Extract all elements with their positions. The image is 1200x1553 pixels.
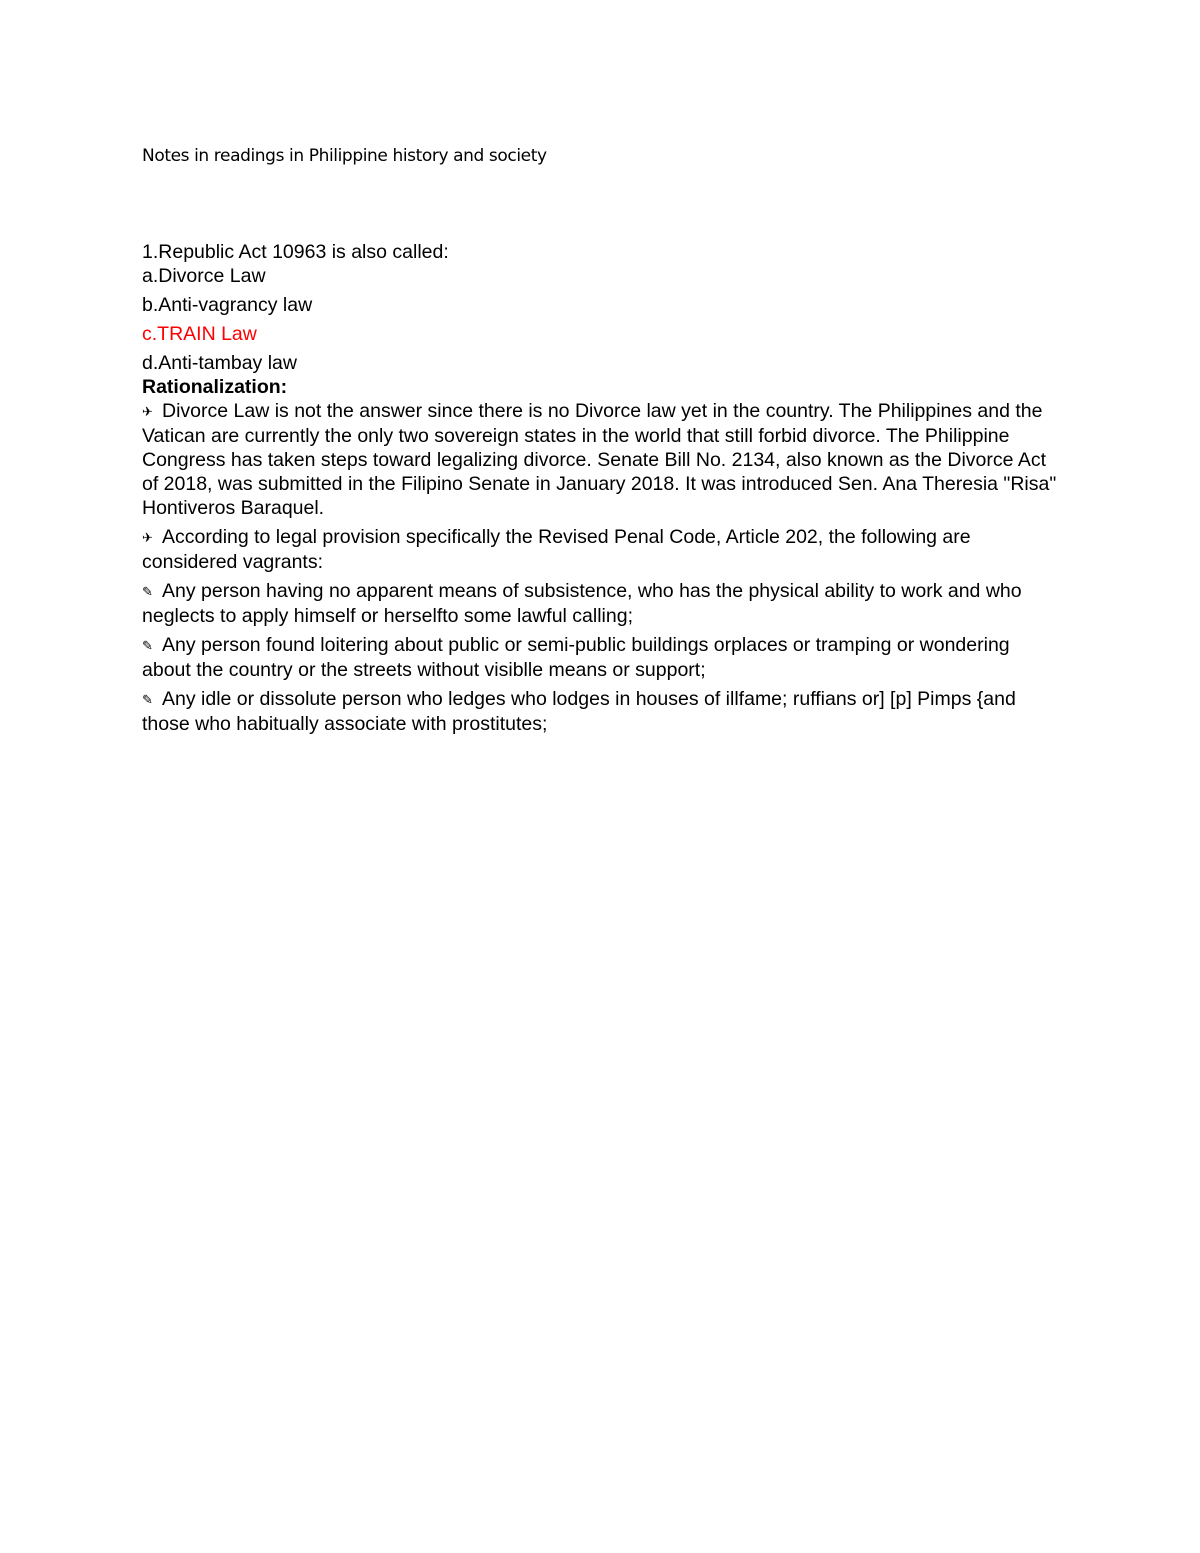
option-c-correct-answer: c.TRAIN Law	[142, 323, 257, 345]
pencil-bullet-icon: ✎	[142, 638, 153, 653]
vagrant-definition-item	[142, 633, 1062, 682]
rationale-text: Divorce Law is not the answer since there is no Divorce law yet in the country. The Philippines and the Vatican are currently the only two sovereign states in the world that still forbid divorce. The Philippine Congress has taken steps toward legalizing divorce. Senate Bill No. 2134, also known as the Divorce Act of 2018, was submitted in the Filipino Senate in January 2018. It was introduced Sen. Ana Theresia "Risa" Hontiveros Baraquel.	[142, 400, 1057, 519]
rationale-paragraph	[142, 525, 1062, 574]
option-d: d.Anti-tambay law	[142, 352, 297, 374]
question-text: 1.Republic Act 10963 is also called:	[142, 241, 449, 263]
rationale-paragraph	[142, 399, 1062, 520]
option-b: b.Anti-vagrancy law	[142, 294, 313, 316]
vagrant-definition-item	[142, 687, 1062, 736]
vagrant-definition-text: Any idle or dissolute person who ledges who lodges in houses of illfame; ruffians or] [p] Pimps {and those who habitually associate with prostitutes;	[142, 688, 1016, 735]
airplane-bullet-icon: ✈	[142, 404, 153, 419]
rationale-text: According to legal provision specifically the Revised Penal Code, Article 202, the following are considered vagrants:	[142, 526, 971, 573]
rationalization-heading: Rationalization:	[142, 376, 288, 398]
vagrant-definition-item	[142, 579, 1062, 628]
notes-body	[142, 240, 1062, 736]
vagrant-definition-text: Any person found loitering about public or semi-public buildings orplaces or tramping or wondering about the country or the streets without visiblle means or support;	[142, 634, 1010, 681]
pencil-bullet-icon: ✎	[142, 692, 153, 707]
page-title: Notes in readings in Philippine history and society	[142, 146, 547, 166]
airplane-bullet-icon: ✈	[142, 530, 153, 545]
vagrant-definition-text: Any person having no apparent means of subsistence, who has the physical ability to work and who neglects to apply himself or herselfto some lawful calling;	[142, 580, 1022, 627]
pencil-bullet-icon: ✎	[142, 584, 153, 599]
option-a: a.Divorce Law	[142, 265, 266, 287]
